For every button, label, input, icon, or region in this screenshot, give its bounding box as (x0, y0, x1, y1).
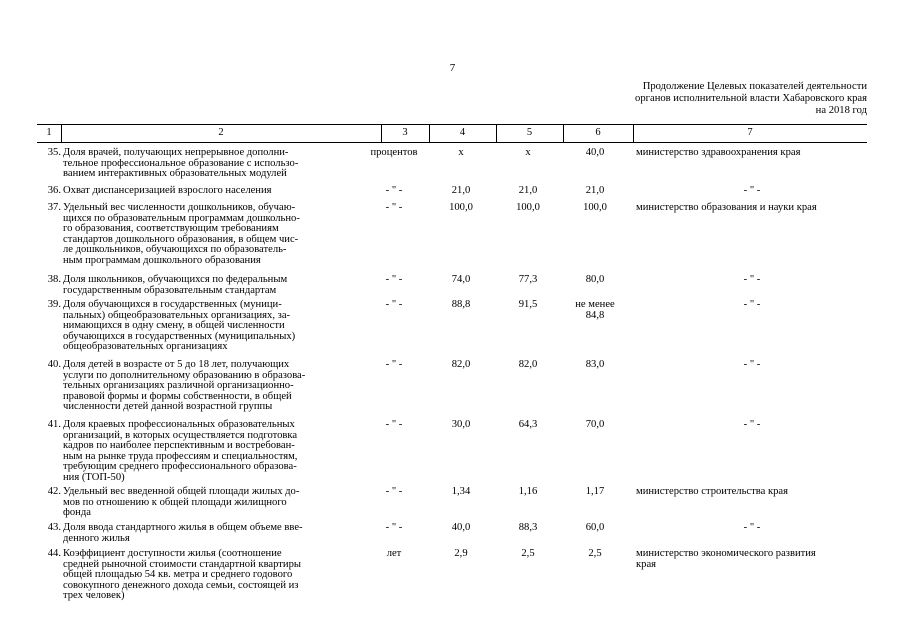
value-col4: 74,0 (451, 274, 471, 285)
indicator-text: Доля школьников, обучающихся по федеральным государственным образовательным стандартам (63, 274, 288, 296)
value-col5: х (525, 147, 531, 158)
responsible-cell: - " - (743, 419, 761, 430)
value-col4: 2,9 (454, 548, 468, 559)
row-number: 43. (47, 522, 61, 533)
header-col-4: 4 (459, 127, 466, 138)
row-number: 42. (47, 486, 61, 497)
unit-cell: - " - (385, 419, 403, 430)
value-col5: 1,16 (518, 486, 538, 497)
value-col4: х (458, 147, 464, 158)
row-number: 36. (47, 185, 61, 196)
value-col5: 2,5 (521, 548, 535, 559)
header-col-5: 5 (526, 127, 533, 138)
indicator-text: Удельный вес численности дошкольников, обучаю- щихся по образовательным программам дошкольно- го образования, соответствующим требованиям стандартов дошкольного образования, в общем чис- ле дошкольников, обучающихся по образователь- ным программам дошкольного образования (63, 202, 300, 266)
value-col4: 21,0 (451, 185, 471, 196)
indicator-text: Доля врачей, получающих непрерывное дополни- тельное профессиональное образование с использо- ванием интерактивных образовательных модулей (63, 147, 299, 180)
value-col6: 70,0 (585, 419, 605, 430)
unit-cell: - " - (385, 359, 403, 370)
unit-cell: - " - (385, 274, 403, 285)
table-row (37, 275, 867, 300)
table-row (37, 186, 867, 203)
value-col4: 30,0 (451, 419, 471, 430)
indicator-text: Коэффициент доступности жилья (соотношение средней рыночной стоимости стандартной квартиры общей площадью 54 кв. метра и среднего годового совокупного денежного дохода семьи, состоящей из трех человек) (63, 548, 302, 602)
value-col6: 80,0 (585, 274, 605, 285)
table-header (37, 124, 867, 143)
responsible-cell: - " - (743, 185, 761, 196)
table-row (37, 148, 867, 186)
table-body (37, 148, 867, 607)
indicator-text: Доля краевых профессиональных образовательных организаций, в которых осуществляется подготовка кадров по наиболее перспективным и востребован- ным на рынке труда профессиям и специальностям, требующим среднего профессионального образова- ния (ТОП-50) (63, 419, 298, 483)
header-col-2: 2 (218, 127, 224, 138)
table-row (37, 549, 867, 607)
responsible-cell: министерство образования и науки края (636, 202, 817, 213)
header-col-6: 6 (595, 127, 601, 138)
value-col6: 100,0 (583, 202, 607, 213)
table-row (37, 420, 867, 487)
unit-cell: процентов (370, 147, 418, 158)
responsible-cell: - " - (743, 299, 761, 310)
value-col6: 83,0 (585, 359, 605, 370)
indicator-text: Охват диспансеризацией взрослого населения (63, 185, 272, 196)
row-number: 37. (47, 202, 61, 213)
unit-cell: - " - (385, 522, 403, 533)
row-number: 38. (47, 274, 61, 285)
value-col5: 64,3 (518, 419, 538, 430)
table-row (37, 300, 867, 360)
unit-cell: - " - (385, 185, 403, 196)
header-col-7: 7 (747, 127, 753, 138)
value-col4: 88,8 (451, 299, 471, 310)
table-row (37, 203, 867, 275)
indicator-text: Доля ввода стандартного жилья в общем объеме вве- денного жилья (63, 522, 303, 544)
responsible-cell: министерство здравоохранения края (636, 147, 801, 158)
row-number: 39. (47, 299, 61, 310)
row-number: 35. (47, 147, 61, 158)
value-col4: 100,0 (449, 202, 473, 213)
unit-cell: - " - (385, 486, 403, 497)
indicator-text: Доля детей в возрасте от 5 до 18 лет, получающих услуги по дополнительному образованию в образова- тельных организациях различной организационно- правовой формы и формы собственности, в общей численности детей данной возрастной группы (63, 359, 306, 413)
table-row (37, 523, 867, 549)
responsible-cell: - " - (743, 359, 761, 370)
value-col5: 82,0 (518, 359, 538, 370)
row-number: 41. (47, 419, 61, 430)
indicator-text: Удельный вес введенной общей площади жилых до- мов по отношению к общей площади жилищного фонда (63, 486, 300, 519)
row-number: 40. (47, 359, 61, 370)
value-col5: 21,0 (518, 185, 538, 196)
table-row (37, 360, 867, 420)
unit-cell: - " - (385, 202, 403, 213)
value-col6: 60,0 (585, 522, 605, 533)
header-col-1: 1 (46, 127, 52, 138)
value-col5: 77,3 (518, 274, 538, 285)
unit-cell: - " - (385, 299, 403, 310)
page-number: 7 (449, 62, 456, 74)
responsible-cell: министерство строительства края (636, 486, 788, 497)
indicator-text: Доля обучающихся в государственных (муници- пальных) общеобразовательных организациях, за- нимающихся в одну смену, в общей численности обучающихся в государственных (муниципальных) общеобразовательных организациях (63, 299, 296, 353)
value-col6: 40,0 (585, 147, 605, 158)
value-col4: 40,0 (451, 522, 471, 533)
value-col4: 82,0 (451, 359, 471, 370)
unit-cell: лет (386, 548, 402, 559)
responsible-cell: - " - (743, 274, 761, 285)
responsible-cell: - " - (743, 522, 761, 533)
value-col6: 2,5 (588, 548, 602, 559)
table-row (37, 487, 867, 523)
value-col6: не менее 84,8 (575, 299, 615, 321)
value-col4: 1,34 (451, 486, 471, 497)
value-col6: 1,17 (585, 486, 605, 497)
row-number: 44. (47, 548, 61, 559)
table-caption: Продолжение Целевых показателей деятельности органов исполнительной власти Хабаровского края на 2018 год (635, 81, 867, 116)
responsible-cell: министерство экономического развития края (636, 548, 816, 570)
value-col6: 21,0 (585, 185, 605, 196)
header-col-3: 3 (402, 127, 408, 138)
value-col5: 88,3 (518, 522, 538, 533)
value-col5: 91,5 (518, 299, 538, 310)
value-col5: 100,0 (516, 202, 540, 213)
